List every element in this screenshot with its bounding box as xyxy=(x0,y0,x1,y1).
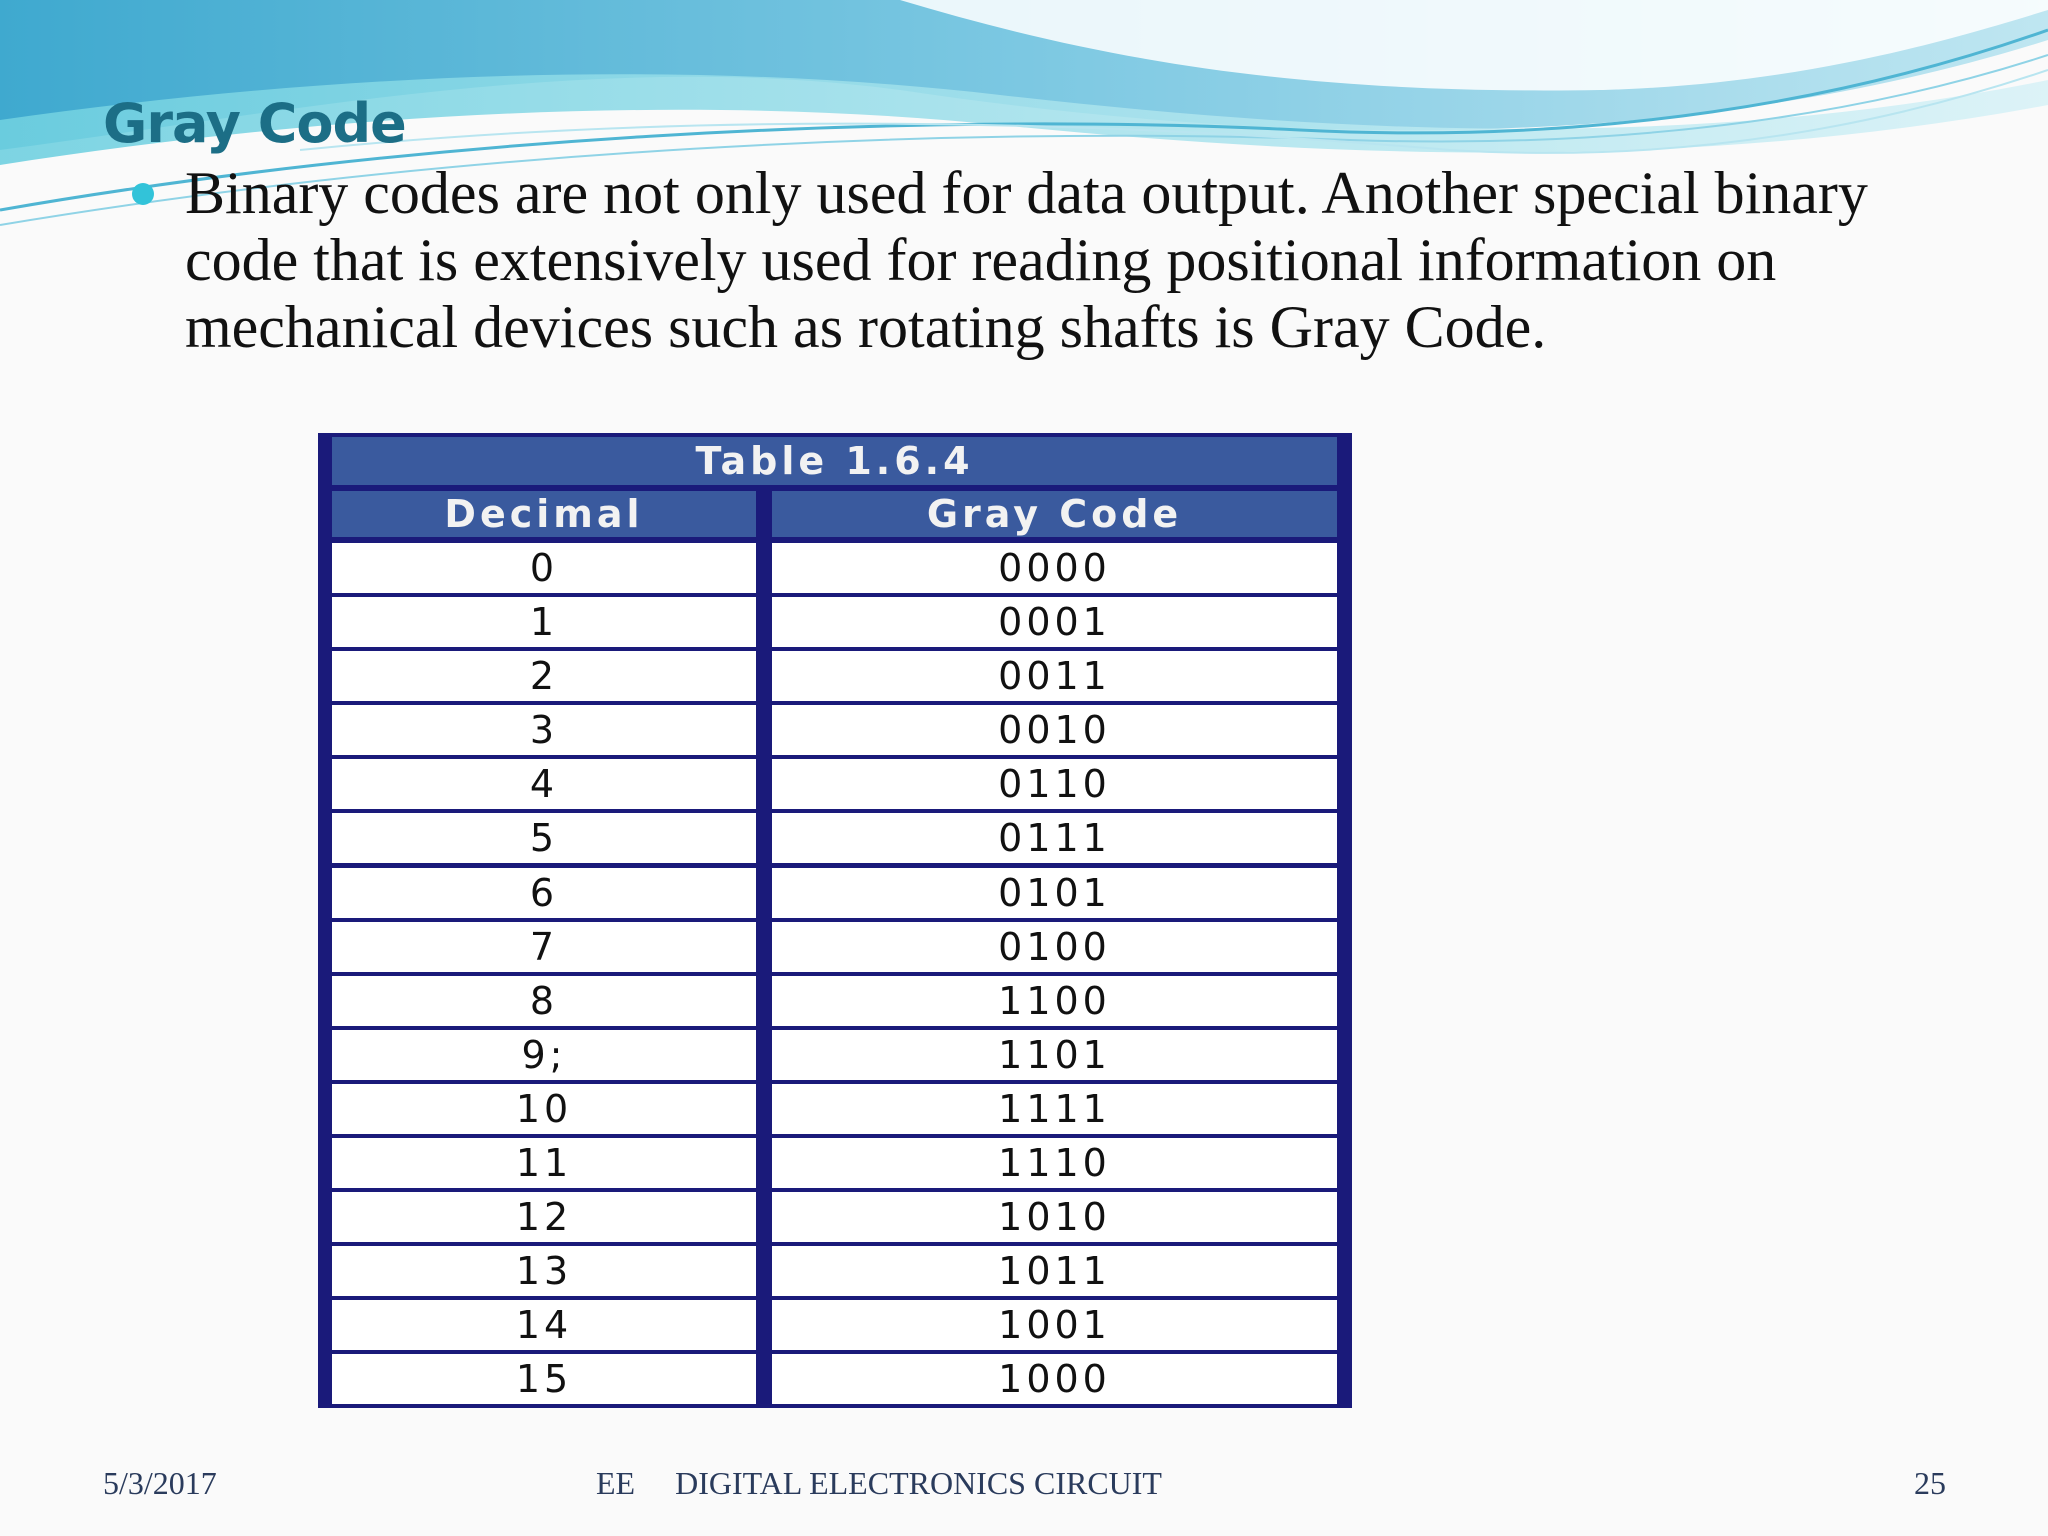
cell-decimal: 3 xyxy=(332,705,756,755)
table-row xyxy=(318,868,1352,922)
cell-decimal: 7 xyxy=(332,922,756,972)
table-row xyxy=(318,813,1352,867)
cell-gray-code: 0101 xyxy=(772,868,1337,918)
cell-decimal: 8 xyxy=(332,976,756,1026)
cell-gray-code: 1000 xyxy=(772,1354,1337,1404)
cell-gray-code: 1111 xyxy=(772,1084,1337,1134)
cell-gray-code: 1001 xyxy=(772,1300,1337,1350)
cell-decimal: 0 xyxy=(332,543,756,593)
cell-gray-code: 0100 xyxy=(772,922,1337,972)
cell-gray-code: 0000 xyxy=(772,543,1337,593)
table-row xyxy=(318,597,1352,651)
cell-gray-code: 0110 xyxy=(772,759,1337,809)
cell-gray-code: 1100 xyxy=(772,976,1337,1026)
table-row xyxy=(318,1030,1352,1084)
bullet-icon xyxy=(132,183,154,205)
cell-gray-code: 1010 xyxy=(772,1192,1337,1242)
footer-date: 5/3/2017 xyxy=(103,1465,217,1501)
cell-decimal: 12 xyxy=(332,1192,756,1242)
cell-decimal: 5 xyxy=(332,813,756,863)
cell-gray-code: 0011 xyxy=(772,651,1337,701)
table-body xyxy=(318,543,1352,1409)
cell-gray-code: 1110 xyxy=(772,1138,1337,1188)
slide-title: Gray Code xyxy=(103,92,406,155)
footer-page-number: 25 xyxy=(1914,1465,1946,1501)
table-caption: Table 1.6.4 xyxy=(332,437,1337,485)
cell-decimal: 4 xyxy=(332,759,756,809)
gray-code-table xyxy=(318,433,1352,1408)
cell-gray-code: 1011 xyxy=(772,1246,1337,1296)
cell-decimal: 10 xyxy=(332,1084,756,1134)
table-row xyxy=(318,759,1352,813)
bullet-text: Binary codes are not only used for data output. Another special binary code that is extensively used for reading positional information on mechanical devices such as rotating shafts is Gray Code. xyxy=(185,160,1868,360)
header-decimal: Decimal xyxy=(332,491,756,537)
cell-decimal: 13 xyxy=(332,1246,756,1296)
footer-course-title: EE DIGITAL ELECTRONICS CIRCUIT xyxy=(596,1465,1162,1501)
cell-decimal: 6 xyxy=(332,868,756,918)
table-row xyxy=(318,1084,1352,1138)
table-row xyxy=(318,1246,1352,1300)
table-row xyxy=(318,1192,1352,1246)
cell-decimal: 9; xyxy=(332,1030,756,1080)
table-row xyxy=(318,1138,1352,1192)
cell-decimal: 14 xyxy=(332,1300,756,1350)
cell-decimal: 15 xyxy=(332,1354,756,1404)
table-row xyxy=(318,1300,1352,1354)
table-row xyxy=(318,976,1352,1030)
cell-gray-code: 0001 xyxy=(772,597,1337,647)
cell-gray-code: 0010 xyxy=(772,705,1337,755)
table-row xyxy=(318,705,1352,759)
cell-decimal: 2 xyxy=(332,651,756,701)
table-row xyxy=(318,1354,1352,1408)
table-row xyxy=(318,922,1352,976)
table-row xyxy=(318,543,1352,597)
table-row xyxy=(318,651,1352,705)
cell-gray-code: 1101 xyxy=(772,1030,1337,1080)
cell-gray-code: 0111 xyxy=(772,813,1337,863)
cell-decimal: 11 xyxy=(332,1138,756,1188)
header-gray-code: Gray Code xyxy=(772,491,1337,537)
cell-decimal: 1 xyxy=(332,597,756,647)
